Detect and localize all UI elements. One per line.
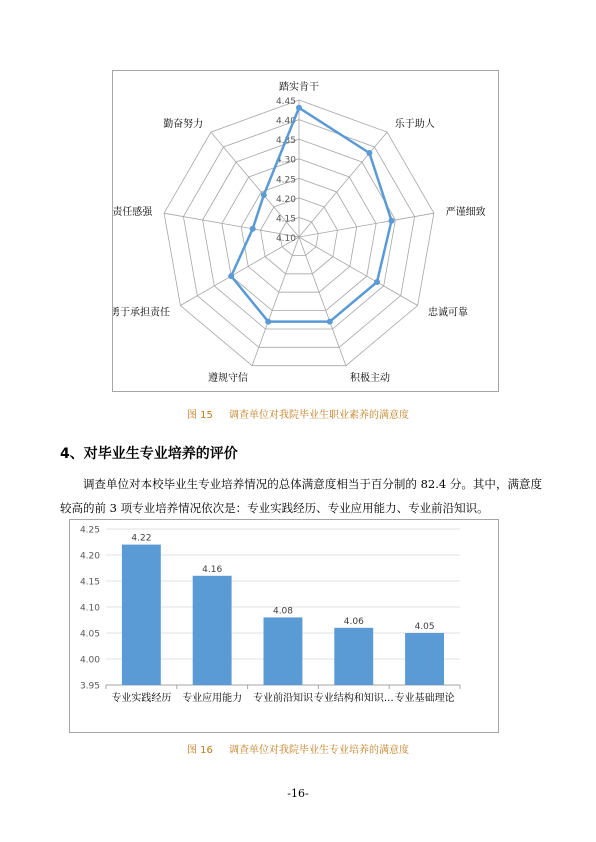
radar-category-label: 踏实肯干: [279, 82, 319, 93]
bar-data-label: 4.22: [131, 533, 152, 544]
bar-chart-frame: [69, 519, 499, 733]
radar-tick-label: 4.20: [275, 194, 296, 205]
bar-y-tick-label: 4.20: [79, 551, 100, 562]
radar-tick-label: 4.40: [275, 116, 296, 127]
radar-category-label: 勇于承担责任: [113, 307, 170, 319]
radar-tick-label: 4.30: [275, 155, 296, 166]
bar-data-label: 4.16: [202, 564, 223, 575]
radar-category-label: 乐于助人: [394, 118, 435, 130]
bar-category-label: 专业结构和知识…: [313, 693, 394, 704]
radar-spoke: [299, 237, 418, 306]
bar-y-tick-label: 4.05: [79, 629, 100, 640]
radar-data-point: [366, 150, 372, 156]
bar-y-tick-label: 4.15: [79, 577, 100, 588]
section-paragraph: [60, 472, 542, 520]
radar-category-label: 忠诚可靠: [428, 307, 468, 319]
figure-16-title: 调查单位对我院毕业生专业培养的满意度: [229, 745, 409, 756]
bar-y-tick-label: 3.95: [79, 681, 100, 692]
bar: [193, 576, 232, 685]
paragraph-text: 调查单位对本校毕业生专业培养情况的总体满意度相当于百分制的 82.4 分。其中，满意度较高的前 3 项专业培养情况依次是：专业实践经历、专业应用能力、专业前沿知识。: [60, 477, 542, 515]
radar-category-label: 勤奋努力: [163, 118, 204, 130]
radar-chart-frame: [112, 70, 499, 392]
radar-category-label: 严谨细致: [445, 207, 486, 219]
bar-data-label: 4.06: [343, 616, 364, 627]
figure-16-number: 图 16: [187, 745, 213, 756]
section-heading: 4、对毕业生专业培养的评价: [60, 446, 238, 462]
radar-series-line: [231, 108, 391, 322]
bar: [334, 628, 373, 685]
radar-data-point: [374, 279, 380, 285]
radar-spoke: [299, 132, 387, 237]
radar-data-point: [327, 319, 333, 325]
bar-y-tick-label: 4.10: [79, 603, 100, 614]
radar-tick-label: 4.25: [275, 175, 296, 186]
radar-category-label: 遵规守信: [208, 373, 248, 384]
bar: [122, 545, 161, 685]
figure-16-caption: [187, 741, 409, 756]
figure-15-title: 调查单位对我院毕业生职业素养的满意度: [229, 410, 409, 421]
bar-chart: [70, 520, 498, 732]
bar-data-label: 4.05: [414, 622, 435, 632]
radar-tick-label: 4.10: [275, 234, 296, 244]
radar-category-label: 责任感强: [113, 207, 153, 219]
bar-category-label: 专业应用能力: [182, 693, 243, 704]
figure-15-caption: [187, 406, 409, 421]
radar-chart: [113, 71, 498, 391]
radar-tick-label: 4.15: [275, 214, 296, 225]
radar-data-point: [296, 105, 302, 111]
radar-data-point: [389, 218, 395, 224]
radar-tick-label: 4.35: [275, 136, 296, 147]
radar-tick-label: 4.45: [275, 97, 296, 107]
radar-data-point: [250, 226, 256, 232]
radar-category-label: 积极主动: [350, 373, 390, 384]
bar-y-tick-label: 4.25: [79, 525, 100, 536]
radar-data-point: [261, 192, 267, 198]
radar-data-point: [265, 319, 271, 325]
bar-category-label: 专业实践经历: [111, 693, 172, 704]
bar: [405, 633, 444, 685]
radar-spoke: [299, 237, 346, 366]
radar-data-point: [228, 273, 234, 279]
radar-spoke: [299, 213, 434, 237]
bar: [264, 617, 303, 685]
figure-15-number: 图 15: [187, 410, 213, 421]
bar-category-label: 专业前沿知识: [253, 693, 313, 704]
radar-spoke: [180, 237, 299, 306]
radar-spoke: [252, 237, 299, 366]
bar-data-label: 4.08: [272, 606, 294, 617]
bar-category-label: 专业基础理论: [394, 693, 455, 704]
bar-y-tick-label: 4.00: [79, 655, 100, 666]
page-number: -16-: [287, 787, 309, 800]
